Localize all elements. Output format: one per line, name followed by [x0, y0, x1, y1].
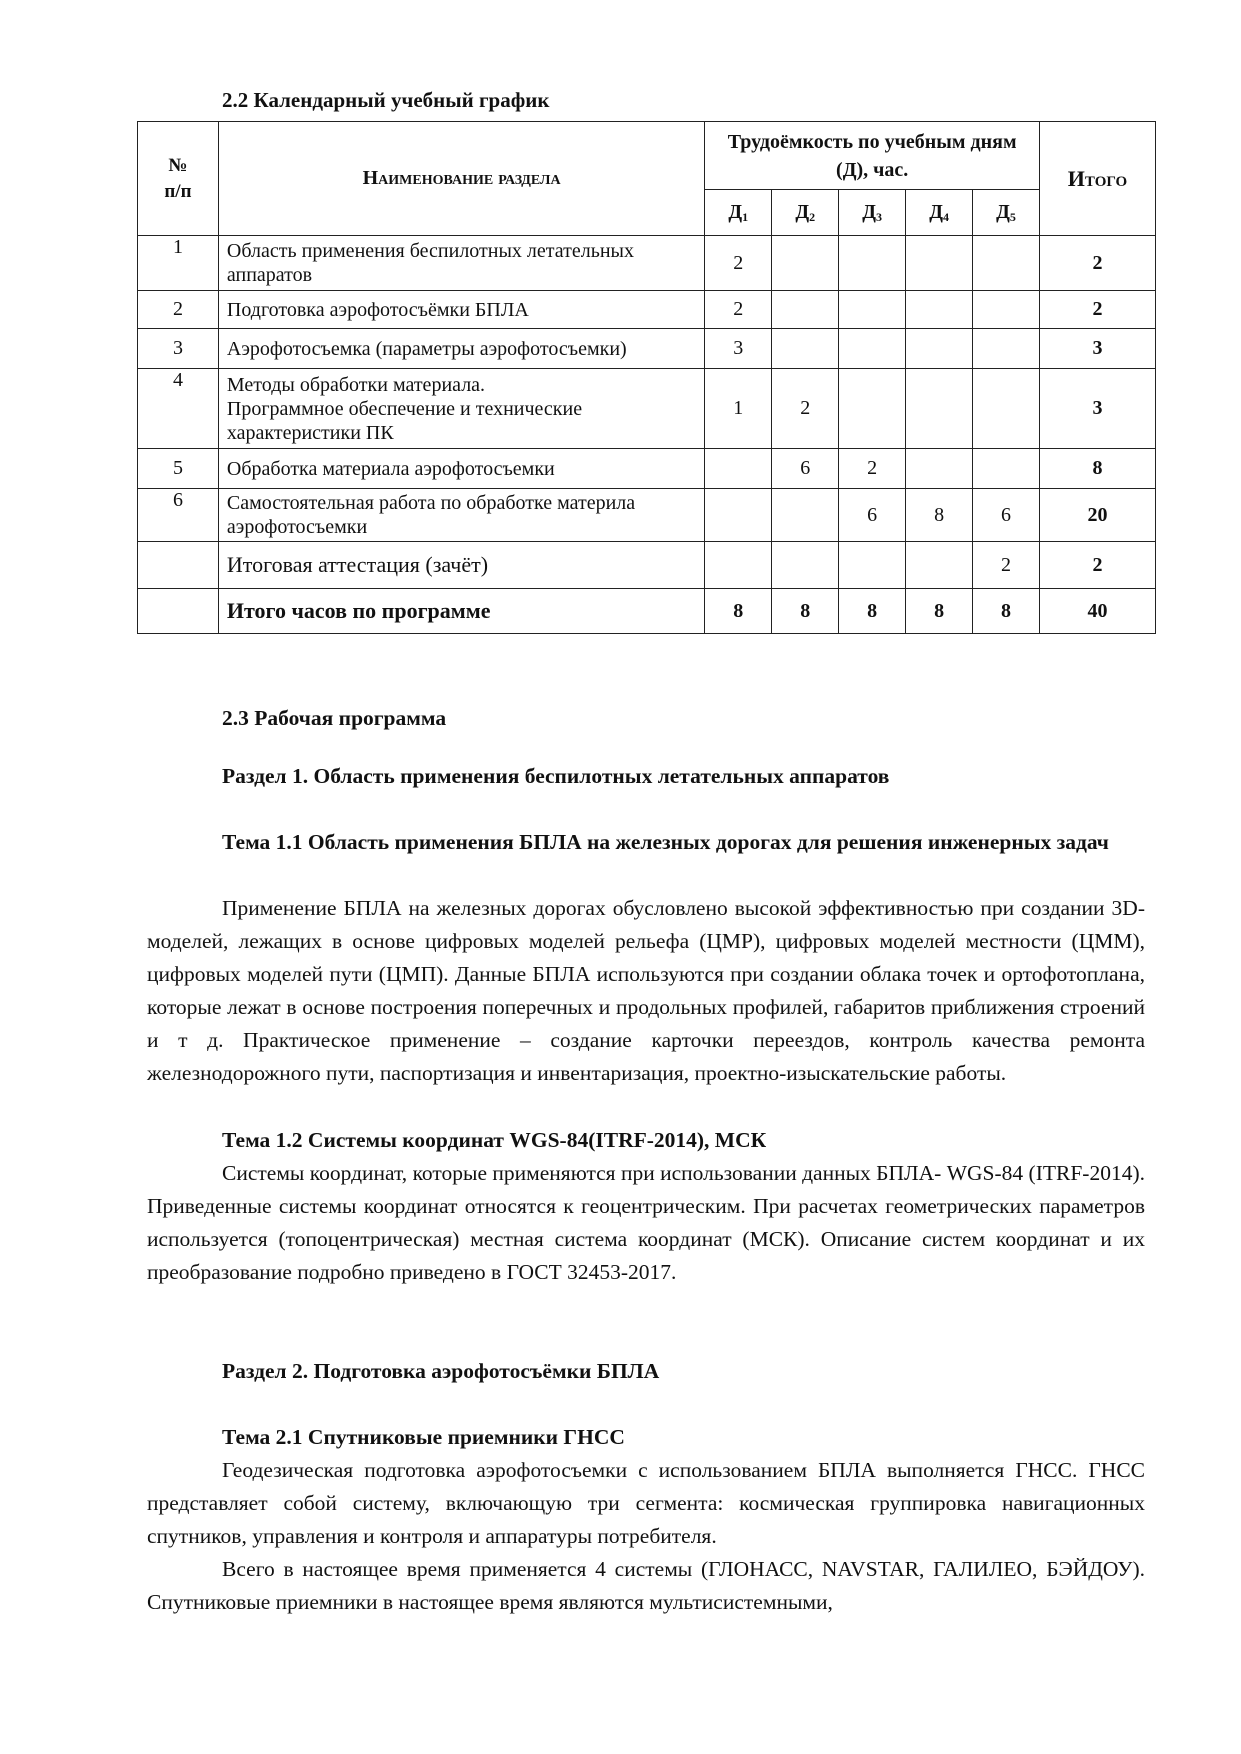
row-d1 [705, 449, 772, 489]
row-d5 [973, 236, 1040, 291]
table-row [138, 329, 1156, 369]
header-day-5: $Д_5$ [973, 190, 1040, 236]
row-name: Подготовка аэрофотосъёмки БПЛА [218, 291, 704, 329]
table-row [138, 489, 1156, 542]
row-num: 3 [138, 329, 219, 369]
row-name [218, 369, 704, 449]
header-day-1: $Д_1$ [705, 190, 772, 236]
row-d5 [973, 329, 1040, 369]
row-d2: 6 [772, 449, 839, 489]
row-num: 2 [138, 291, 219, 329]
summary-d3: 8 [839, 589, 906, 634]
topic-2-1-body-1: Геодезическая подготовка аэрофотосъемки с использованием БПЛА выполняется ГНСС. ГНСС представляет собой систему, включающую три сегмента: космическая группировка навигационных спутников, управления и контроля и аппаратуры потребителя. [147, 1458, 1145, 1548]
table-row [138, 542, 1156, 589]
row-name-line1: Методы обработки материала. [226, 373, 486, 396]
row-d1: 2 [705, 236, 772, 291]
table-row [138, 449, 1156, 489]
topic-1-2-body: Системы координат, которые применяются при использовании данных БПЛА- WGS-84 (ITRF-2014). Приведенные системы координат относятся к геоцентрическим. При расчетах геометрических параметров используется (топоцентрическая) местная система координат (МСК). Описание систем координат и их преобразование подробно приведено в ГОСТ 32453-2017. [147, 1161, 1145, 1284]
row-d3 [839, 329, 906, 369]
header-num [138, 122, 219, 236]
row-total: 2 [1040, 236, 1156, 291]
section-title-2-3: 2.3 Рабочая программа [222, 706, 447, 730]
row-total: 2 [1040, 291, 1156, 329]
row-d5: 2 [973, 542, 1040, 589]
row-d2 [772, 542, 839, 589]
summary-num [138, 589, 219, 634]
row-name: Итоговая аттестация (зачёт) [218, 542, 704, 589]
row-d3: 6 [839, 489, 906, 542]
topic-2-1-body-2: Всего в настоящее время применяется 4 системы (ГЛОНАСС, NAVSTAR, ГАЛИЛЕО, БЭЙДОУ). Спутниковые приемники в настоящее время являются мультисистемными, [147, 1557, 1145, 1614]
row-d1 [705, 489, 772, 542]
summary-total: 40 [1040, 589, 1156, 634]
row-d3 [839, 236, 906, 291]
row-d5 [973, 291, 1040, 329]
row-num: 4 [138, 369, 219, 449]
header-total: Итого [1040, 122, 1156, 236]
row-total: 3 [1040, 329, 1156, 369]
row-d3 [839, 369, 906, 449]
row-total: 8 [1040, 449, 1156, 489]
row-d4 [906, 369, 973, 449]
row-d4 [906, 236, 973, 291]
row-d1: 2 [705, 291, 772, 329]
row-d5: 6 [973, 489, 1040, 542]
table-row [138, 236, 1156, 291]
row-name-line2: Программное обеспечение и технические характеристики ПК [226, 397, 583, 444]
row-d3 [839, 291, 906, 329]
row-d2 [772, 236, 839, 291]
row-num: 6 [138, 489, 219, 542]
topic-1-1-title: Тема 1.1 Область применения БПЛА на железных дорогах для решения инженерных задач [222, 830, 1109, 854]
header-day-4: $Д_4$ [906, 190, 973, 236]
topic-1-2-title: Тема 1.2 Системы координат WGS-84(ITRF-2014), МСК [222, 1128, 767, 1152]
row-d5 [973, 369, 1040, 449]
summary-d5: 8 [973, 589, 1040, 634]
row-d4 [906, 291, 973, 329]
table-row [138, 369, 1156, 449]
row-d4 [906, 329, 973, 369]
part-1-title: Раздел 1. Область применения беспилотных летательных аппаратов [222, 764, 890, 788]
row-d2: 2 [772, 369, 839, 449]
row-total: 20 [1040, 489, 1156, 542]
row-d5 [973, 449, 1040, 489]
topic-2-1-title: Тема 2.1 Спутниковые приемники ГНСС [222, 1425, 625, 1449]
header-num-line2: п/п [164, 180, 192, 202]
section-title-2-2: 2.2 Календарный учебный график [222, 88, 550, 112]
row-name: Самостоятельная работа по обработке материла аэрофотосъемки [218, 489, 704, 542]
header-num-line1: № [168, 154, 188, 176]
summary-d2: 8 [772, 589, 839, 634]
row-total: 3 [1040, 369, 1156, 449]
row-d1 [705, 542, 772, 589]
part-2-title: Раздел 2. Подготовка аэрофотосъёмки БПЛА [222, 1359, 660, 1383]
row-name: Аэрофотосъемка (параметры аэрофотосъемки) [218, 329, 704, 369]
table-row [138, 291, 1156, 329]
header-section-name: Наименование раздела [218, 122, 704, 236]
header-workload: Трудоёмкость по учебным дням (Д), час. [705, 122, 1040, 190]
header-day-2: $Д_2$ [772, 190, 839, 236]
row-d1: 3 [705, 329, 772, 369]
header-day-3: $Д_3$ [839, 190, 906, 236]
summary-d1: 8 [705, 589, 772, 634]
row-d2 [772, 291, 839, 329]
row-d4: 8 [906, 489, 973, 542]
row-num: 1 [138, 236, 219, 291]
table-summary-row [138, 589, 1156, 634]
row-d4 [906, 542, 973, 589]
row-total: 2 [1040, 542, 1156, 589]
calendar-schedule-table [137, 121, 1156, 634]
row-d4 [906, 449, 973, 489]
row-name: Область применения беспилотных летательных аппаратов [218, 236, 704, 291]
topic-1-1-body: Применение БПЛА на железных дорогах обусловлено высокой эффективностью при создании 3D-моделей, лежащих в основе цифровых моделей рельефа (ЦМР), цифровых моделей местности (ЦММ), цифровых моделей пути (ЦМП). Данные БПЛА используются при создании облака точек и ортофотоплана, которые лежат в основе построения поперечных и продольных профилей, габаритов приближения строений и т д. Практическое применение – создание карточки переездов, контроль качества ремонта железнодорожного пути, паспортизация и инвентаризация, проектно-изыскательские работы. [147, 896, 1145, 1085]
row-d2 [772, 329, 839, 369]
summary-label: Итого часов по программе [218, 589, 704, 634]
row-name: Обработка материала аэрофотосъемки [218, 449, 704, 489]
row-num [138, 542, 219, 589]
row-d3: 2 [839, 449, 906, 489]
row-d1: 1 [705, 369, 772, 449]
row-d2 [772, 489, 839, 542]
summary-d4: 8 [906, 589, 973, 634]
row-d3 [839, 542, 906, 589]
row-num: 5 [138, 449, 219, 489]
